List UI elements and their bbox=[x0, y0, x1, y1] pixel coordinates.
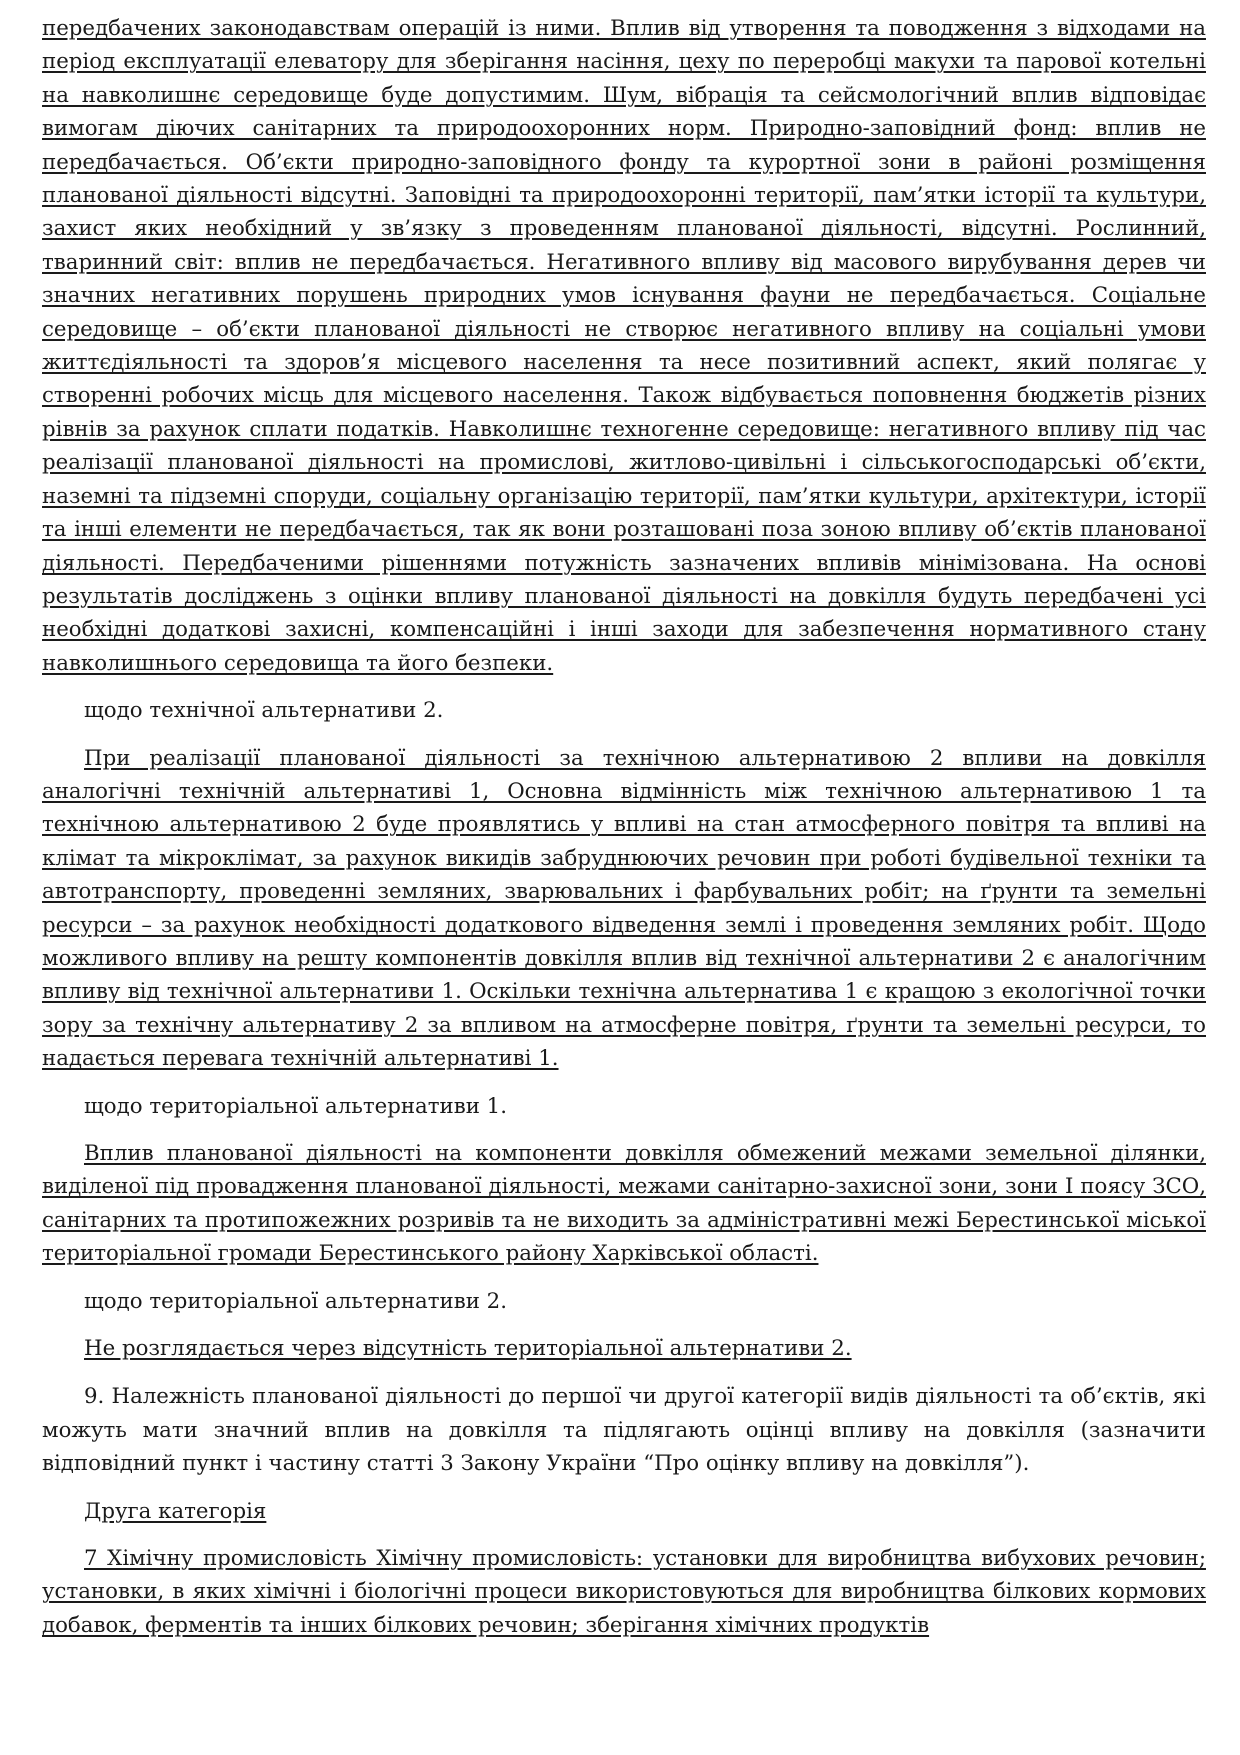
paragraph-territorial-alternative-1: Вплив планованої діяльності на компоненти довкілля обмежений межами земельної ділянки, виділеної під провадження планованої діяльності, межами санітарно-захисної зони, зони І поясу ЗСО, санітарних та протипожежних розривів та не виходить за адміністративні межі Берестинської міської територіальної громади Берестинського району Харківської області. bbox=[42, 1141, 1206, 1267]
heading-territorial-alternative-1: щодо територіальної альтернативи 1. bbox=[84, 1093, 507, 1119]
heading-technical-alternative-2: щодо технічної альтернативи 2. bbox=[84, 698, 444, 724]
paragraph-territorial-alternative-2: Не розглядається через відсутність територіальної альтернативи 2. bbox=[84, 1336, 852, 1362]
section-9-paragraph: 9. Належність планованої діяльності до першої чи другої категорії видів діяльності та об’єктів, які можуть мати значний вплив на довкілля та підлягають оцінці впливу на довкілля (зазначити відповідний пункт і частину статті 3 Закону України “Про оцінку впливу на довкілля”). bbox=[42, 1384, 1206, 1477]
heading-territorial-alternative-2: щодо територіальної альтернативи 2. bbox=[84, 1288, 507, 1314]
paragraph-technical-alternative-2: При реалізації планованої діяльності за технічною альтернативою 2 впливи на довкілля аналогічні технічній альтернативі 1, Основна відмінність між технічною альтернативою 1 та технічною альтернативою 2 буде проявлятись у впливі на стан атмосферного повітря та впливі на клімат та мікроклімат, за рахунок викидів забруднюючих речовин при роботі будівельної техніки та автотранспорту, проведенні земляних, зварювальних і фарбувальних робіт; на ґрунти та земельні ресурси – за рахунок необхідності додаткового відведення землі і проведення земляних робіт. Щодо можливого впливу на решту компонентів довкілля вплив від технічної альтернативи 2 є аналогічним впливу від технічної альтернативи 1. Оскільки технічна альтернатива 1 є кращою з екологічної точки зору за технічну альтернативу 2 за впливом на атмосферне повітря, ґрунти та земельні ресурси, то надається перевага технічній альтернативі 1. bbox=[42, 745, 1206, 1072]
paragraph-chemical-industry: 7 Хімічну промисловість Хімічну промисловість: установки для виробництва вибухових речовин; установки, в яких хімічні і біологічні процеси використовуються для виробництва білкових кормових добавок, ферментів та інших білкових речовин; зберігання хімічних продуктів bbox=[42, 1546, 1206, 1638]
document-page bbox=[42, 12, 1206, 1642]
category-label: Друга категорія bbox=[84, 1498, 267, 1524]
paragraph-impact-operation: передбачених законодавствам операцій із ними. Вплив від утворення та поводження з відходами на період експлуатації елеватору для зберігання насіння, цеху по переробці макухи та парової котельні на навколишнє середовище буде допустимим. Шум, вібрація та сейсмологічний вплив відповідає вимогам діючих санітарних та природоохоронних норм. Природно-заповідний фонд: вплив не передбачається. Об’єкти природно-заповідного фонду та курортної зони в районі розміщення планованої діяльності відсутні. Заповідні та природоохоронні території, пам’ятки історії та культури, захист яких необхідний у зв’язку з проведенням планованої діяльності, відсутні. Рослинний, тваринний світ: вплив не передбачається. Негативного впливу від масового вирубування дерев чи значних негативних порушень природних умов існування фауни не передбачається. Соціальне середовище – об’єкти планованої діяльності не створює негативного впливу на соціальні умови життєдіяльності та здоров’я місцевого населення та несе позитивний аспект, який полягає у створенні робочих місць для місцевого населення. Також відбувається поповнення бюджетів різних рівнів за рахунок сплати податків. Навколишнє техногенне середовище: негативного впливу під час реалізації планованої діяльності на промислові, житлово-цивільні і сільськогосподарські об’єкти, наземні та підземні споруди, соціальну організацію території, пам’ятки культури, архітектури, історії та інші елементи не передбачається, так як вони розташовані поза зоною впливу об’єктів планованої діяльності. Передбаченими рішеннями потужність зазначених впливів мінімізована. На основі результатів досліджень з оцінки впливу планованої діяльності на довкілля будуть передбачені усі необхідні додаткові захисні, компенсаційні і інші заходи для забезпечення нормативного стану навколишнього середовища та його безпеки. bbox=[42, 16, 1206, 676]
